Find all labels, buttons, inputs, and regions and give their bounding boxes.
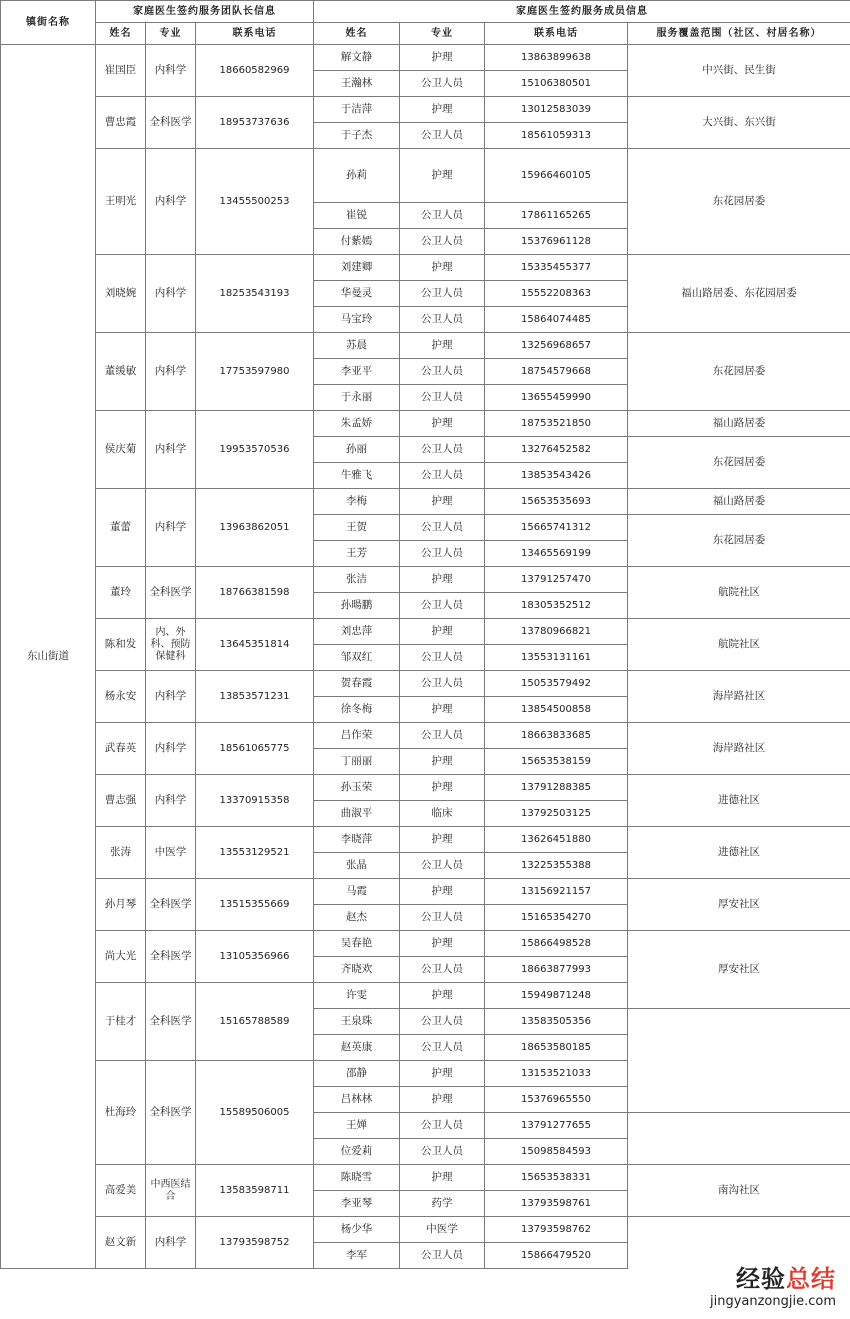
member-name-cell: 付紫嫣	[314, 229, 400, 255]
member-major-cell: 公卫人员	[400, 957, 485, 983]
member-phone-cell: 15053579492	[485, 671, 628, 697]
leader-phone-cell: 13553129521	[196, 827, 314, 879]
leader-name-cell: 孙月琴	[96, 879, 146, 931]
member-phone-cell: 15966460105	[485, 149, 628, 203]
member-phone-header: 联系电话	[485, 23, 628, 45]
coverage-cell: 福山路居委	[628, 489, 850, 515]
leader-major-cell: 内科学	[146, 149, 196, 255]
leader-name-cell: 武春英	[96, 723, 146, 775]
member-major-cell: 护理	[400, 333, 485, 359]
member-phone-cell: 15376961128	[485, 229, 628, 255]
leader-major-cell: 全科医学	[146, 1061, 196, 1165]
leader-phone-cell: 13583598711	[196, 1165, 314, 1217]
member-phone-cell: 13863899638	[485, 45, 628, 71]
coverage-cell: 厚安社区	[628, 879, 850, 931]
member-name-cell: 曲淑平	[314, 801, 400, 827]
watermark-url: jingyanzongjie.com	[709, 1294, 836, 1309]
member-name-cell: 王瀚林	[314, 71, 400, 97]
leader-phone-cell: 13370915358	[196, 775, 314, 827]
leader-name-cell: 曹志强	[96, 775, 146, 827]
member-name-cell: 王芳	[314, 541, 400, 567]
leader-major-cell: 内科学	[146, 45, 196, 97]
leader-phone-cell: 13105356966	[196, 931, 314, 983]
coverage-cell: 东花园居委	[628, 333, 850, 411]
member-name-cell: 吴春艳	[314, 931, 400, 957]
leader-major-cell: 内科学	[146, 489, 196, 567]
member-major-cell: 公卫人员	[400, 463, 485, 489]
member-name-cell: 李亚琴	[314, 1191, 400, 1217]
leader-major-cell: 内科学	[146, 671, 196, 723]
member-major-cell: 公卫人员	[400, 71, 485, 97]
member-name-cell: 吕林林	[314, 1087, 400, 1113]
member-name-cell: 孙玉荣	[314, 775, 400, 801]
leader-phone-cell: 18766381598	[196, 567, 314, 619]
member-name-cell: 牛雅飞	[314, 463, 400, 489]
member-major-cell: 公卫人员	[400, 1113, 485, 1139]
leader-major-header: 专业	[146, 23, 196, 45]
table-row	[1, 333, 850, 359]
member-major-cell: 护理	[400, 931, 485, 957]
member-phone-cell: 15866479520	[485, 1243, 628, 1269]
leader-major-cell: 内科学	[146, 1217, 196, 1269]
table-row	[1, 619, 850, 645]
leader-name-cell: 董玲	[96, 567, 146, 619]
watermark-brand: 经验总结	[736, 1265, 836, 1293]
member-phone-cell: 15949871248	[485, 983, 628, 1009]
member-phone-cell: 15098584593	[485, 1139, 628, 1165]
leader-phone-cell: 18253543193	[196, 255, 314, 333]
member-phone-cell: 18753521850	[485, 411, 628, 437]
leader-major-cell: 内科学	[146, 333, 196, 411]
leader-name-cell: 侯庆菊	[96, 411, 146, 489]
member-name-cell: 马霞	[314, 879, 400, 905]
member-major-cell: 公卫人员	[400, 853, 485, 879]
member-major-cell: 公卫人员	[400, 1139, 485, 1165]
coverage-cell: 海岸路社区	[628, 723, 850, 775]
member-name-cell: 苏晨	[314, 333, 400, 359]
table-row	[1, 879, 850, 905]
coverage-header: 服务覆盖范围（社区、村居名称）	[628, 23, 850, 45]
member-major-cell: 公卫人员	[400, 1009, 485, 1035]
member-name-cell: 陈晓雪	[314, 1165, 400, 1191]
member-major-cell: 公卫人员	[400, 671, 485, 697]
member-name-cell: 徐冬梅	[314, 697, 400, 723]
table-row	[1, 97, 850, 123]
member-major-cell: 公卫人员	[400, 203, 485, 229]
leader-phone-cell: 15589506005	[196, 1061, 314, 1165]
member-major-cell: 护理	[400, 45, 485, 71]
member-name-cell: 李晓萍	[314, 827, 400, 853]
coverage-cell: 海岸路社区	[628, 671, 850, 723]
member-major-cell: 护理	[400, 827, 485, 853]
member-phone-cell: 13793598761	[485, 1191, 628, 1217]
table-row	[1, 1165, 850, 1191]
member-major-cell: 护理	[400, 619, 485, 645]
leader-phone-cell: 15165788589	[196, 983, 314, 1061]
leader-major-cell: 全科医学	[146, 931, 196, 983]
member-major-cell: 护理	[400, 749, 485, 775]
member-phone-cell: 15165354270	[485, 905, 628, 931]
member-major-cell: 公卫人员	[400, 645, 485, 671]
member-phone-cell: 13225355388	[485, 853, 628, 879]
member-major-cell: 药学	[400, 1191, 485, 1217]
member-phone-cell: 13153521033	[485, 1061, 628, 1087]
member-name-cell: 李梅	[314, 489, 400, 515]
member-name-cell: 位爱莉	[314, 1139, 400, 1165]
member-phone-cell: 15376965550	[485, 1087, 628, 1113]
coverage-cell: 航院社区	[628, 619, 850, 671]
member-name-cell: 孙莉	[314, 149, 400, 203]
member-name-cell: 马宝玲	[314, 307, 400, 333]
member-phone-cell: 13156921157	[485, 879, 628, 905]
member-name-cell: 孙丽	[314, 437, 400, 463]
table-row	[1, 827, 850, 853]
leader-name-cell: 董缓敏	[96, 333, 146, 411]
member-name-cell: 王婵	[314, 1113, 400, 1139]
member-phone-cell: 15866498528	[485, 931, 628, 957]
member-phone-cell: 13853543426	[485, 463, 628, 489]
leader-phone-cell: 19953570536	[196, 411, 314, 489]
leader-major-cell: 全科医学	[146, 879, 196, 931]
member-phone-cell: 13465569199	[485, 541, 628, 567]
leader-major-cell: 内科学	[146, 775, 196, 827]
coverage-cell: 进德社区	[628, 775, 850, 827]
table-row	[1, 411, 850, 437]
member-name-cell: 吕作荣	[314, 723, 400, 749]
leader-name-cell: 王明光	[96, 149, 146, 255]
member-major-cell: 护理	[400, 697, 485, 723]
member-major-cell: 护理	[400, 149, 485, 203]
member-name-cell: 张洁	[314, 567, 400, 593]
member-major-cell: 公卫人员	[400, 437, 485, 463]
member-name-cell: 杨少华	[314, 1217, 400, 1243]
leader-phone-cell: 18953737636	[196, 97, 314, 149]
leader-name-cell: 刘晓婉	[96, 255, 146, 333]
table-row	[1, 255, 850, 281]
member-major-cell: 护理	[400, 255, 485, 281]
table-row	[1, 775, 850, 801]
member-name-cell: 张晶	[314, 853, 400, 879]
member-phone-cell: 13791288385	[485, 775, 628, 801]
member-phone-cell: 17861165265	[485, 203, 628, 229]
leader-name-cell: 张涛	[96, 827, 146, 879]
leader-phone-cell: 18660582969	[196, 45, 314, 97]
member-major-cell: 护理	[400, 775, 485, 801]
leader-major-cell: 中医学	[146, 827, 196, 879]
coverage-cell	[628, 1113, 850, 1165]
member-name-cell: 赵英康	[314, 1035, 400, 1061]
member-phone-cell: 13553131161	[485, 645, 628, 671]
member-major-cell: 护理	[400, 411, 485, 437]
leader-phone-cell: 13963862051	[196, 489, 314, 567]
member-name-cell: 齐晓欢	[314, 957, 400, 983]
member-phone-cell: 13854500858	[485, 697, 628, 723]
member-phone-cell: 13256968657	[485, 333, 628, 359]
table-row	[1, 1217, 850, 1243]
member-major-cell: 公卫人员	[400, 1035, 485, 1061]
member-phone-cell: 18305352512	[485, 593, 628, 619]
member-phone-cell: 13793598762	[485, 1217, 628, 1243]
member-phone-cell: 18561059313	[485, 123, 628, 149]
leader-major-cell: 全科医学	[146, 983, 196, 1061]
member-phone-cell: 13012583039	[485, 97, 628, 123]
member-name-cell: 李亚平	[314, 359, 400, 385]
member-phone-cell: 13780966821	[485, 619, 628, 645]
leader-phone-cell: 13645351814	[196, 619, 314, 671]
leader-phone-cell: 17753597980	[196, 333, 314, 411]
member-major-cell: 护理	[400, 1087, 485, 1113]
member-phone-cell: 13655459990	[485, 385, 628, 411]
leader-name-cell: 赵文新	[96, 1217, 146, 1269]
leader-phone-cell: 13853571231	[196, 671, 314, 723]
member-group-header: 家庭医生签约服务成员信息	[314, 1, 850, 23]
table-row	[1, 931, 850, 957]
member-major-cell: 护理	[400, 879, 485, 905]
coverage-cell: 南沟社区	[628, 1165, 850, 1217]
member-phone-cell: 18754579668	[485, 359, 628, 385]
member-phone-cell: 13791277655	[485, 1113, 628, 1139]
table-row	[1, 567, 850, 593]
member-major-cell: 公卫人员	[400, 229, 485, 255]
coverage-cell	[628, 1009, 850, 1113]
leader-name-header: 姓名	[96, 23, 146, 45]
member-name-cell: 崔锐	[314, 203, 400, 229]
member-major-cell: 护理	[400, 1061, 485, 1087]
member-phone-cell: 13791257470	[485, 567, 628, 593]
member-phone-cell: 15335455377	[485, 255, 628, 281]
member-name-cell: 王泉珠	[314, 1009, 400, 1035]
table-row	[1, 489, 850, 515]
leader-name-cell: 崔国臣	[96, 45, 146, 97]
member-name-header: 姓名	[314, 23, 400, 45]
member-name-cell: 许雯	[314, 983, 400, 1009]
member-major-cell: 护理	[400, 97, 485, 123]
coverage-cell: 厚安社区	[628, 931, 850, 1009]
member-name-cell: 华曼灵	[314, 281, 400, 307]
member-major-cell: 公卫人员	[400, 123, 485, 149]
member-name-cell: 王贺	[314, 515, 400, 541]
member-name-cell: 刘建卿	[314, 255, 400, 281]
coverage-cell: 东花园居委	[628, 437, 850, 489]
street-header: 镇街名称	[1, 1, 96, 45]
member-major-cell: 公卫人员	[400, 515, 485, 541]
leader-name-cell: 董蕾	[96, 489, 146, 567]
member-phone-cell: 15653535693	[485, 489, 628, 515]
member-name-cell: 赵杰	[314, 905, 400, 931]
leader-name-cell: 陈和发	[96, 619, 146, 671]
member-major-cell: 公卫人员	[400, 385, 485, 411]
leader-phone-header: 联系电话	[196, 23, 314, 45]
leader-group-header: 家庭医生签约服务团队长信息	[96, 1, 314, 23]
table-row	[1, 149, 850, 203]
member-major-cell: 公卫人员	[400, 1243, 485, 1269]
leader-major-cell: 内、外科、预防保健科	[146, 619, 196, 671]
member-name-cell: 解文静	[314, 45, 400, 71]
leader-name-cell: 杜海玲	[96, 1061, 146, 1165]
table-body	[1, 45, 850, 1269]
member-phone-cell: 18653580185	[485, 1035, 628, 1061]
coverage-cell: 中兴街、民生街	[628, 45, 850, 97]
coverage-cell: 航院社区	[628, 567, 850, 619]
street-name-cell: 东山街道	[1, 45, 96, 1269]
member-major-cell: 公卫人员	[400, 307, 485, 333]
leader-name-cell: 高爱美	[96, 1165, 146, 1217]
leader-major-cell: 内科学	[146, 255, 196, 333]
member-name-cell: 孙暘鹏	[314, 593, 400, 619]
leader-major-cell: 全科医学	[146, 567, 196, 619]
member-major-header: 专业	[400, 23, 485, 45]
member-name-cell: 于子杰	[314, 123, 400, 149]
member-phone-cell: 13276452582	[485, 437, 628, 463]
leader-major-cell: 内科学	[146, 411, 196, 489]
coverage-cell: 福山路居委、东花园居委	[628, 255, 850, 333]
coverage-cell: 大兴街、东兴街	[628, 97, 850, 149]
member-name-cell: 丁丽丽	[314, 749, 400, 775]
member-phone-cell: 18663877993	[485, 957, 628, 983]
member-phone-cell: 15552208363	[485, 281, 628, 307]
coverage-cell: 东花园居委	[628, 149, 850, 255]
table-row	[1, 723, 850, 749]
member-major-cell: 公卫人员	[400, 723, 485, 749]
leader-name-cell: 杨永安	[96, 671, 146, 723]
member-phone-cell: 15653538331	[485, 1165, 628, 1191]
member-major-cell: 临床	[400, 801, 485, 827]
member-name-cell: 于洁萍	[314, 97, 400, 123]
coverage-cell: 进德社区	[628, 827, 850, 879]
table-row	[1, 45, 850, 71]
member-major-cell: 公卫人员	[400, 905, 485, 931]
member-major-cell: 护理	[400, 489, 485, 515]
member-phone-cell: 15106380501	[485, 71, 628, 97]
coverage-cell: 东花园居委	[628, 515, 850, 567]
leader-major-cell: 内科学	[146, 723, 196, 775]
member-phone-cell: 13626451880	[485, 827, 628, 853]
member-name-cell: 于永丽	[314, 385, 400, 411]
leader-major-cell: 全科医学	[146, 97, 196, 149]
member-major-cell: 护理	[400, 567, 485, 593]
member-major-cell: 公卫人员	[400, 359, 485, 385]
table-row	[1, 671, 850, 697]
leader-major-cell: 中西医结合	[146, 1165, 196, 1217]
leader-name-cell: 于桂才	[96, 983, 146, 1061]
member-phone-cell: 15864074485	[485, 307, 628, 333]
member-major-cell: 公卫人员	[400, 541, 485, 567]
member-phone-cell: 15665741312	[485, 515, 628, 541]
member-name-cell: 李军	[314, 1243, 400, 1269]
leader-phone-cell: 13515355669	[196, 879, 314, 931]
member-major-cell: 公卫人员	[400, 593, 485, 619]
member-phone-cell: 13792503125	[485, 801, 628, 827]
member-major-cell: 公卫人员	[400, 281, 485, 307]
member-major-cell: 护理	[400, 1165, 485, 1191]
member-phone-cell: 18663833685	[485, 723, 628, 749]
member-phone-cell: 15653538159	[485, 749, 628, 775]
leader-name-cell: 尚大光	[96, 931, 146, 983]
member-name-cell: 邵静	[314, 1061, 400, 1087]
member-name-cell: 邹双红	[314, 645, 400, 671]
leader-phone-cell: 18561065775	[196, 723, 314, 775]
coverage-cell: 福山路居委	[628, 411, 850, 437]
watermark	[710, 1259, 836, 1309]
leader-name-cell: 曹忠霞	[96, 97, 146, 149]
member-major-cell: 中医学	[400, 1217, 485, 1243]
member-phone-cell: 13583505356	[485, 1009, 628, 1035]
leader-phone-cell: 13793598752	[196, 1217, 314, 1269]
member-major-cell: 护理	[400, 983, 485, 1009]
leader-phone-cell: 13455500253	[196, 149, 314, 255]
member-name-cell: 贺春霞	[314, 671, 400, 697]
member-name-cell: 刘忠萍	[314, 619, 400, 645]
member-name-cell: 朱孟娇	[314, 411, 400, 437]
